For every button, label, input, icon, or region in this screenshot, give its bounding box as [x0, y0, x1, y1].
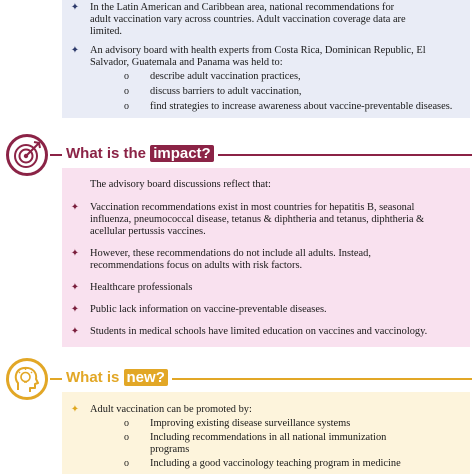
sub-bullet-icon: o — [124, 86, 129, 97]
diamond-bullet-icon: ✦ — [70, 282, 80, 293]
new-title-prefix: What is — [66, 369, 120, 386]
bullet-text-line: Students in medical schools have limited education on vaccines and vaccinology. — [90, 326, 428, 337]
bullet-text-line: Public lack information on vaccine-preventable diseases. — [90, 304, 327, 315]
bullet-text-line: Salvador, Guatemala and Panama was held to: — [90, 57, 283, 68]
lightbulb-head-icon — [6, 358, 48, 400]
sub-item-text: describe adult vaccination practices, — [150, 71, 301, 82]
sub-item-text: programs — [150, 444, 190, 455]
bullet-text-line: However, these recommendations do not include all adults. Instead, — [90, 248, 371, 259]
new-title-highlight: new? — [124, 369, 168, 386]
impact-title — [62, 143, 218, 165]
bullet-text-line: In the Latin American and Caribbean area, national recommendations for — [90, 2, 395, 13]
diamond-bullet-icon: ✦ — [70, 45, 80, 56]
bullet-text-line: Vaccination recommendations exist in most countries for hepatitis B, seasonal — [90, 202, 415, 213]
diamond-bullet-icon: ✦ — [70, 248, 80, 259]
sub-bullet-icon: o — [124, 71, 129, 82]
diamond-bullet-icon: ✦ — [70, 2, 80, 13]
bullet-text-line: influenza, pneumococcal disease, tetanus & diphtheria and tetanus, diphtheria & — [90, 214, 425, 225]
sub-item-text: Including recommendations in all national immunization — [150, 432, 387, 443]
bullet-text-line: acellular pertussis vaccines. — [90, 226, 206, 237]
impact-title-highlight: impact? — [150, 145, 214, 162]
sub-item-text: discuss barriers to adult vaccination, — [150, 86, 302, 97]
target-icon — [6, 134, 48, 176]
sub-item-text: find strategies to increase awareness about vaccine-preventable diseases. — [150, 101, 453, 112]
bullet-text-line: An advisory board with health experts from Costa Rica, Dominican Republic, El — [90, 45, 426, 56]
diamond-bullet-icon: ✦ — [70, 326, 80, 337]
bullet-text-line: adult vaccination vary across countries. Adult vaccination coverage data are — [90, 14, 406, 25]
sub-item-text: Improving existing disease surveillance systems — [150, 418, 351, 429]
background-panel — [62, 0, 470, 118]
bullet-text-line: Healthcare professionals — [90, 282, 193, 293]
impact-panel — [62, 168, 470, 347]
sub-bullet-icon: o — [124, 101, 129, 112]
bullet-text-line: limited. — [90, 26, 123, 37]
diamond-bullet-icon: ✦ — [70, 304, 80, 315]
sub-bullet-icon: o — [124, 418, 129, 429]
diamond-bullet-icon: ✦ — [70, 202, 80, 213]
sub-item-text: Including a good vaccinology teaching program in medicine — [150, 458, 401, 469]
impact-title-prefix: What is the — [66, 145, 147, 162]
bullet-text-line: recommendations focus on adults with risk factors. — [90, 260, 303, 271]
new-title — [62, 367, 172, 389]
sub-bullet-icon: o — [124, 458, 129, 469]
sub-bullet-icon: o — [124, 432, 129, 443]
impact-intro: The advisory board discussions reflect that: — [90, 179, 271, 190]
diamond-bullet-icon: ✦ — [70, 404, 80, 415]
bullet-text-line: Adult vaccination can be promoted by: — [90, 404, 252, 415]
new-panel — [62, 392, 470, 474]
